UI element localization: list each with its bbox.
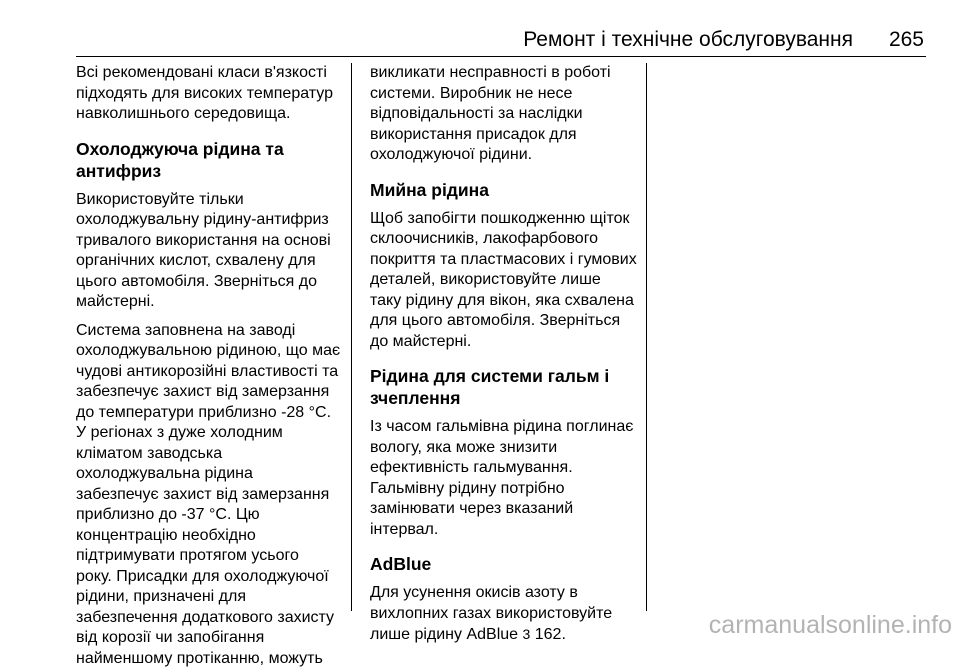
coolant-heading: Охолоджуюча рідина та антифриз [76,138,348,182]
left-column [76,63,348,669]
brake-fluid-paragraph: Із часом гальмівна рідина поглинає вологу, яка може знизити ефективність гальмування. Гальмівну рідину потрібно замінювати через вказаний інтервал. [370,417,642,540]
brake-fluid-heading: Рідина для системи гальм і зчеплення [370,365,642,409]
page-number: 265 [889,27,924,53]
washer-fluid-heading: Мийна рідина [370,179,642,201]
right-column [370,63,642,646]
coolant-additives-paragraph: викликати несправності в роботі системи. Виробник не несе відповідальності за наслідки використання присадок для охолоджуючої рідини. [370,63,642,166]
watermark: carmanualsonline.info [709,610,952,640]
adblue-paragraph [370,583,642,646]
washer-fluid-paragraph: Щоб запобігти пошкодженню щіток склоочисників, лакофарбового покриття та пластмасових і гумових деталей, використовуйте лише таку рідину для вікон, яка схвалена для цього автомобіля. Зверніться до майстерні. [370,209,642,353]
page-header [0,0,960,60]
viscosity-paragraph: Всі рекомендовані класи в'язкості підходять для високих температур навколишнього середовища. [76,63,348,125]
coolant-protection-paragraph: Система заповнена на заводі охолоджувальною рідиною, що має чудові антикорозійні властивості та забезпечує захист від замерзання до температури приблизно -28 °C. У регіонах з дуже холодним кліматом заводська охолоджувальна рідина забезпечує захист від замерзання приблизно до -37 °C. Цю концентрацію необхідно підтримувати протягом усього року. Присадки для охолоджуючої рідини, призначені для забезпечення додаткового захисту від корозії чи запобігання найменшому протіканню, можуть [76,321,348,669]
adblue-heading: AdBlue [370,553,642,575]
header-divider [76,56,926,57]
coolant-usage-paragraph: Використовуйте тільки охолоджувальну рідину-антифриз тривалого використання на основі органічних кислот, схвалену для цього автомобіля. Зверніться до майстерні. [76,190,348,313]
column-divider-left [351,63,352,611]
adblue-page-reference[interactable]: 162. [530,626,566,643]
page-reference-arrow-icon[interactable]: 3 [523,626,531,642]
column-divider-right [646,63,647,611]
adblue-text: Для усунення окисів азоту в вихлопних газах використовуйте лише рідину AdBlue [370,584,612,643]
page-header-title: Ремонт і технічне обслуговування [523,27,853,53]
